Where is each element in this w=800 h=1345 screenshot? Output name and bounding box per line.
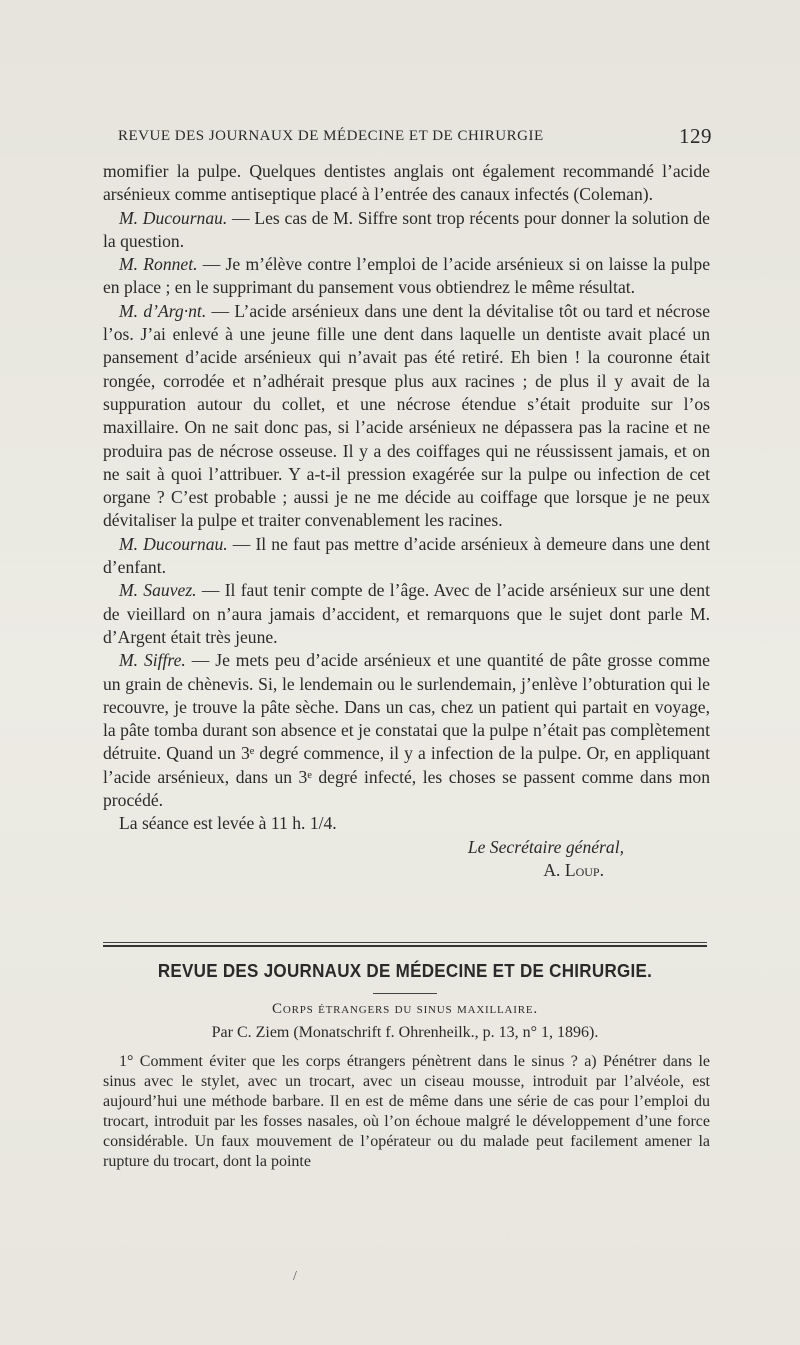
- paragraph: M. Sauvez. — Il faut tenir compte de l’âge. Avec de l’acide arsénieux sur une dent de vieillard on n’aura jamais d’accident, et remarquons que le sujet dont parle M. d’Argent était très jeune.: [103, 580, 710, 647]
- stray-mark: /: [293, 1269, 297, 1284]
- paragraph: M. Ronnet. — Je m’élève contre l’emploi de l’acide arsénieux si on laisse la pulpe en place ; en le supprimant du pansement vous obtiendrez le même résultat.: [103, 254, 710, 298]
- page-number: 129: [679, 124, 712, 148]
- paragraph: M. Ducournau. — Les cas de M. Siffre sont trop récents pour donner la solution de la question.: [103, 207, 710, 251]
- proceedings-text: [103, 160, 710, 882]
- signature-role: Le Secrétaire général,: [467, 836, 624, 857]
- paragraph: M. d’Arg·nt. — L’acide arsénieux dans une dent la dévitalise tôt ou tard et nécrose l’os. J’ai enlevé à une jeune fille une dent dans laquelle un dentiste avait placé un pansement d’acide arsénieux qui n’avait pas été retiré. Eh bien ! la couronne était rongée, corrodée et n’adhérait presque plus aux racines ; de plus il y avait de la suppuration autour du collet, et une nécrose étendue s’était produite sur l’os maxillaire. On ne sait donc pas, si l’acide arsénieux ne dépassera pas la racine et ne produira pas de nécrose osseuse. Il y a des coiffages qui ne réussissent jamais, et on ne sait à quoi l’attribuer. Y a-t-il pression exagérée sur la pulpe ou infection de cet organe ? C’est probable ; aussi je ne me décide au coiffage que lorsque je ne peux dévitaliser la pulpe et traiter convenablement les racines.: [103, 300, 710, 531]
- signature-name: A. Loup.: [543, 859, 604, 880]
- paragraph: M. Siffre. — Je mets peu d’acide arsénieux et une quantité de pâte grosse comme un grain de chènevis. Si, le lendemain ou le surlendemain, j’enlève l’obturation qui le recouvre, je trouve la pâte sèche. Dans un cas, chez un patient qui partait en voyage, la pâte tomba durant son absence et je constatai que la pulpe n’était pas complètement détruite. Quand un 3ᵉ degré commence, il y a infection de la pulpe. Or, en appliquant l’acide arsénieux, dans un 3ᵉ degré infecté, les choses se passent comme dans mon procédé.: [103, 650, 710, 811]
- paragraph: M. Ducournau. — Il ne faut pas mettre d’acide arsénieux à demeure dans une dent d’enfant.: [103, 533, 710, 578]
- speaker-name: M. Siffre.: [119, 650, 186, 671]
- speaker-name: M. Ducournau.: [119, 207, 228, 228]
- speaker-name: M. Ronnet.: [119, 254, 198, 275]
- article-byline: Par C. Ziem (Monatschrift f. Ohrenheilk., p. 13, n° 1, 1896).: [211, 1024, 599, 1041]
- section-rule: [103, 942, 707, 948]
- speaker-name: M. Ducournau.: [119, 533, 228, 554]
- speaker-name: M. d’Arg·nt.: [119, 300, 207, 321]
- section-title: REVUE DES JOURNAUX DE MÉDECINE ET DE CHIRURGIE.: [157, 960, 653, 981]
- article-title: Corps étrangers du sinus maxillaire.: [272, 1001, 538, 1017]
- article-text: [103, 1052, 710, 1173]
- title-rule: [373, 993, 437, 994]
- running-title: REVUE DES JOURNAUX DE MÉDECINE ET DE CHIRURGIE: [118, 128, 544, 144]
- paragraph: La séance est levée à 11 h. 1/4.: [119, 813, 337, 834]
- paragraph: momifier la pulpe. Quelques dentistes anglais ont également recommandé l’acide arsénieux comme antiseptique placé à l’entrée des canaux infectés (Coleman).: [103, 161, 710, 205]
- paragraph: 1° Comment éviter que les corps étrangers pénètrent dans le sinus ? a) Pénétrer dans le sinus avec le stylet, avec un trocart, avec un ciseau mousse, introduit par l’alvéole, est aujourd’hui une méthode barbare. Il en est de même dans une série de cas pour l’emploi du trocart, introduit par les fosses nasales, où l’on échoue malgré le développement d’une force considérable. Un faux mouvement de l’opérateur ou du malade peut facilement amener la rupture du trocart, dont la pointe: [103, 1053, 710, 1171]
- speaker-name: M. Sauvez.: [119, 580, 197, 601]
